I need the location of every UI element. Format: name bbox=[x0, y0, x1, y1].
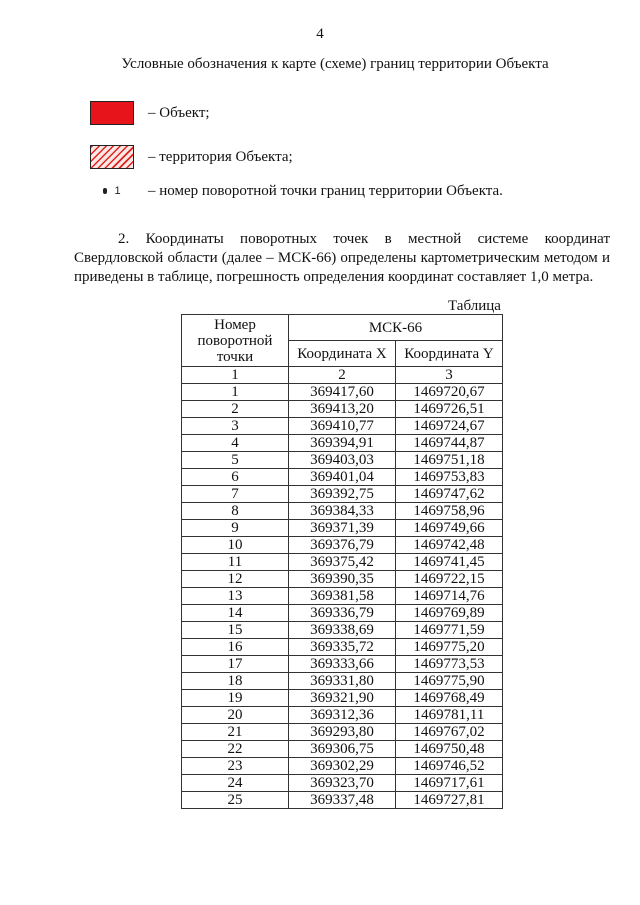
legend-item-object bbox=[90, 100, 210, 126]
table-row bbox=[182, 724, 503, 741]
table-row bbox=[182, 741, 503, 758]
legend-item-label: – номер поворотной точки границ территории Объекта. bbox=[148, 182, 503, 199]
table-row bbox=[182, 707, 503, 724]
coordinate-y-cell: 1469720,67 bbox=[396, 384, 503, 401]
coordinate-y-cell: 1469741,45 bbox=[396, 554, 503, 571]
coordinate-x-cell: 369413,20 bbox=[289, 401, 396, 418]
coordinate-y-cell: 1469751,18 bbox=[396, 452, 503, 469]
legend-item-territory bbox=[90, 144, 293, 170]
coordinate-y-cell: 1469771,59 bbox=[396, 622, 503, 639]
table-row bbox=[182, 775, 503, 792]
legend-item-label: – территория Объекта; bbox=[148, 148, 293, 165]
point-number-cell: 16 bbox=[182, 639, 289, 656]
coordinate-x-cell: 369338,69 bbox=[289, 622, 396, 639]
point-number-cell: 19 bbox=[182, 690, 289, 707]
coordinates-table bbox=[181, 314, 503, 809]
coordinate-x-cell: 369306,75 bbox=[289, 741, 396, 758]
table-caption: Таблица bbox=[448, 298, 501, 314]
table-row bbox=[182, 622, 503, 639]
table-row bbox=[182, 384, 503, 401]
table-row bbox=[182, 537, 503, 554]
table-row bbox=[182, 639, 503, 656]
point-number-cell: 7 bbox=[182, 486, 289, 503]
coordinate-y-cell: 1469724,67 bbox=[396, 418, 503, 435]
table-body bbox=[182, 367, 503, 809]
column-number: 3 bbox=[396, 367, 503, 384]
table-row bbox=[182, 673, 503, 690]
coordinate-x-cell: 369381,58 bbox=[289, 588, 396, 605]
point-number-cell: 1 bbox=[182, 384, 289, 401]
legend-item-point-number bbox=[90, 178, 503, 204]
coordinate-x-cell: 369323,70 bbox=[289, 775, 396, 792]
coordinate-x-cell: 369384,33 bbox=[289, 503, 396, 520]
turning-point-icon bbox=[90, 185, 134, 197]
coordinate-x-cell: 369336,79 bbox=[289, 605, 396, 622]
point-number-cell: 15 bbox=[182, 622, 289, 639]
coordinate-y-cell: 1469775,20 bbox=[396, 639, 503, 656]
table-row bbox=[182, 503, 503, 520]
point-number-cell: 8 bbox=[182, 503, 289, 520]
coordinate-x-cell: 369371,39 bbox=[289, 520, 396, 537]
table-row bbox=[182, 605, 503, 622]
point-dot-icon bbox=[103, 188, 107, 194]
coordinate-y-cell: 1469769,89 bbox=[396, 605, 503, 622]
coordinate-x-cell: 369376,79 bbox=[289, 537, 396, 554]
coordinate-x-cell: 369417,60 bbox=[289, 384, 396, 401]
coordinate-y-cell: 1469758,96 bbox=[396, 503, 503, 520]
coordinate-y-cell: 1469775,90 bbox=[396, 673, 503, 690]
coordinate-y-cell: 1469742,48 bbox=[396, 537, 503, 554]
coordinate-x-cell: 369390,35 bbox=[289, 571, 396, 588]
table-row bbox=[182, 486, 503, 503]
point-number-cell: 22 bbox=[182, 741, 289, 758]
point-number-cell: 13 bbox=[182, 588, 289, 605]
point-number-cell: 10 bbox=[182, 537, 289, 554]
coordinate-y-cell: 1469767,02 bbox=[396, 724, 503, 741]
table-row bbox=[182, 418, 503, 435]
coordinate-y-cell: 1469726,51 bbox=[396, 401, 503, 418]
point-symbol-number: 1 bbox=[114, 185, 121, 197]
coordinate-y-cell: 1469722,15 bbox=[396, 571, 503, 588]
coordinate-x-cell: 369403,03 bbox=[289, 452, 396, 469]
column-number: 1 bbox=[182, 367, 289, 384]
header-point-number: Номер поворотной точки bbox=[182, 315, 289, 367]
header-coordinate-x: Координата X bbox=[289, 341, 396, 367]
legend-item-label: – Объект; bbox=[148, 104, 210, 121]
coordinate-x-cell: 369337,48 bbox=[289, 792, 396, 809]
coordinate-x-cell: 369312,36 bbox=[289, 707, 396, 724]
table-row bbox=[182, 554, 503, 571]
header-coordinate-y: Координата Y bbox=[396, 341, 503, 367]
column-number: 2 bbox=[289, 367, 396, 384]
coordinate-x-cell: 369302,29 bbox=[289, 758, 396, 775]
legend-title: Условные обозначения к карте (схеме) границ территории Объекта bbox=[121, 56, 549, 72]
point-number-cell: 20 bbox=[182, 707, 289, 724]
coordinate-x-cell: 369333,66 bbox=[289, 656, 396, 673]
coordinate-y-cell: 1469746,52 bbox=[396, 758, 503, 775]
coordinate-y-cell: 1469773,53 bbox=[396, 656, 503, 673]
point-number-cell: 21 bbox=[182, 724, 289, 741]
coordinate-y-cell: 1469747,62 bbox=[396, 486, 503, 503]
column-number-row bbox=[182, 367, 503, 384]
point-number-cell: 3 bbox=[182, 418, 289, 435]
coordinate-y-cell: 1469768,49 bbox=[396, 690, 503, 707]
point-number-cell: 25 bbox=[182, 792, 289, 809]
coordinate-y-cell: 1469749,66 bbox=[396, 520, 503, 537]
coordinate-x-cell: 369375,42 bbox=[289, 554, 396, 571]
coordinates-paragraph: 2. Координаты поворотных точек в местной системе координат Свердловской области (далее – МСК-66) определены картометрическим методом и приведены в таблице, погрешность определения координат составляет 1,0 метра. bbox=[74, 231, 610, 285]
coordinate-x-cell: 369321,90 bbox=[289, 690, 396, 707]
table-row bbox=[182, 792, 503, 809]
coordinate-x-cell: 369401,04 bbox=[289, 469, 396, 486]
header-coordinate-system: МСК-66 bbox=[289, 315, 503, 341]
coordinate-y-cell: 1469717,61 bbox=[396, 775, 503, 792]
coordinate-x-cell: 369410,77 bbox=[289, 418, 396, 435]
territory-hatch-swatch-icon bbox=[90, 145, 134, 169]
point-number-cell: 18 bbox=[182, 673, 289, 690]
point-number-cell: 12 bbox=[182, 571, 289, 588]
table-row bbox=[182, 656, 503, 673]
coordinate-y-cell: 1469781,11 bbox=[396, 707, 503, 724]
coordinate-x-cell: 369331,80 bbox=[289, 673, 396, 690]
table-row bbox=[182, 758, 503, 775]
point-number-cell: 6 bbox=[182, 469, 289, 486]
coordinate-y-cell: 1469744,87 bbox=[396, 435, 503, 452]
point-number-cell: 14 bbox=[182, 605, 289, 622]
table-row bbox=[182, 520, 503, 537]
table-row bbox=[182, 588, 503, 605]
point-number-cell: 11 bbox=[182, 554, 289, 571]
coordinate-x-cell: 369335,72 bbox=[289, 639, 396, 656]
point-number-cell: 9 bbox=[182, 520, 289, 537]
point-number-cell: 24 bbox=[182, 775, 289, 792]
table-row bbox=[182, 401, 503, 418]
coordinate-x-cell: 369394,91 bbox=[289, 435, 396, 452]
page-number: 4 bbox=[316, 26, 324, 42]
coordinate-x-cell: 369293,80 bbox=[289, 724, 396, 741]
table-row bbox=[182, 452, 503, 469]
point-number-cell: 5 bbox=[182, 452, 289, 469]
coordinate-y-cell: 1469714,76 bbox=[396, 588, 503, 605]
object-swatch-icon bbox=[90, 101, 134, 125]
table-row bbox=[182, 435, 503, 452]
table-row bbox=[182, 571, 503, 588]
table-row bbox=[182, 690, 503, 707]
table-row bbox=[182, 469, 503, 486]
point-number-cell: 4 bbox=[182, 435, 289, 452]
coordinate-x-cell: 369392,75 bbox=[289, 486, 396, 503]
point-number-cell: 2 bbox=[182, 401, 289, 418]
coordinate-y-cell: 1469753,83 bbox=[396, 469, 503, 486]
coordinate-y-cell: 1469750,48 bbox=[396, 741, 503, 758]
point-number-cell: 17 bbox=[182, 656, 289, 673]
coordinate-y-cell: 1469727,81 bbox=[396, 792, 503, 809]
point-number-cell: 23 bbox=[182, 758, 289, 775]
